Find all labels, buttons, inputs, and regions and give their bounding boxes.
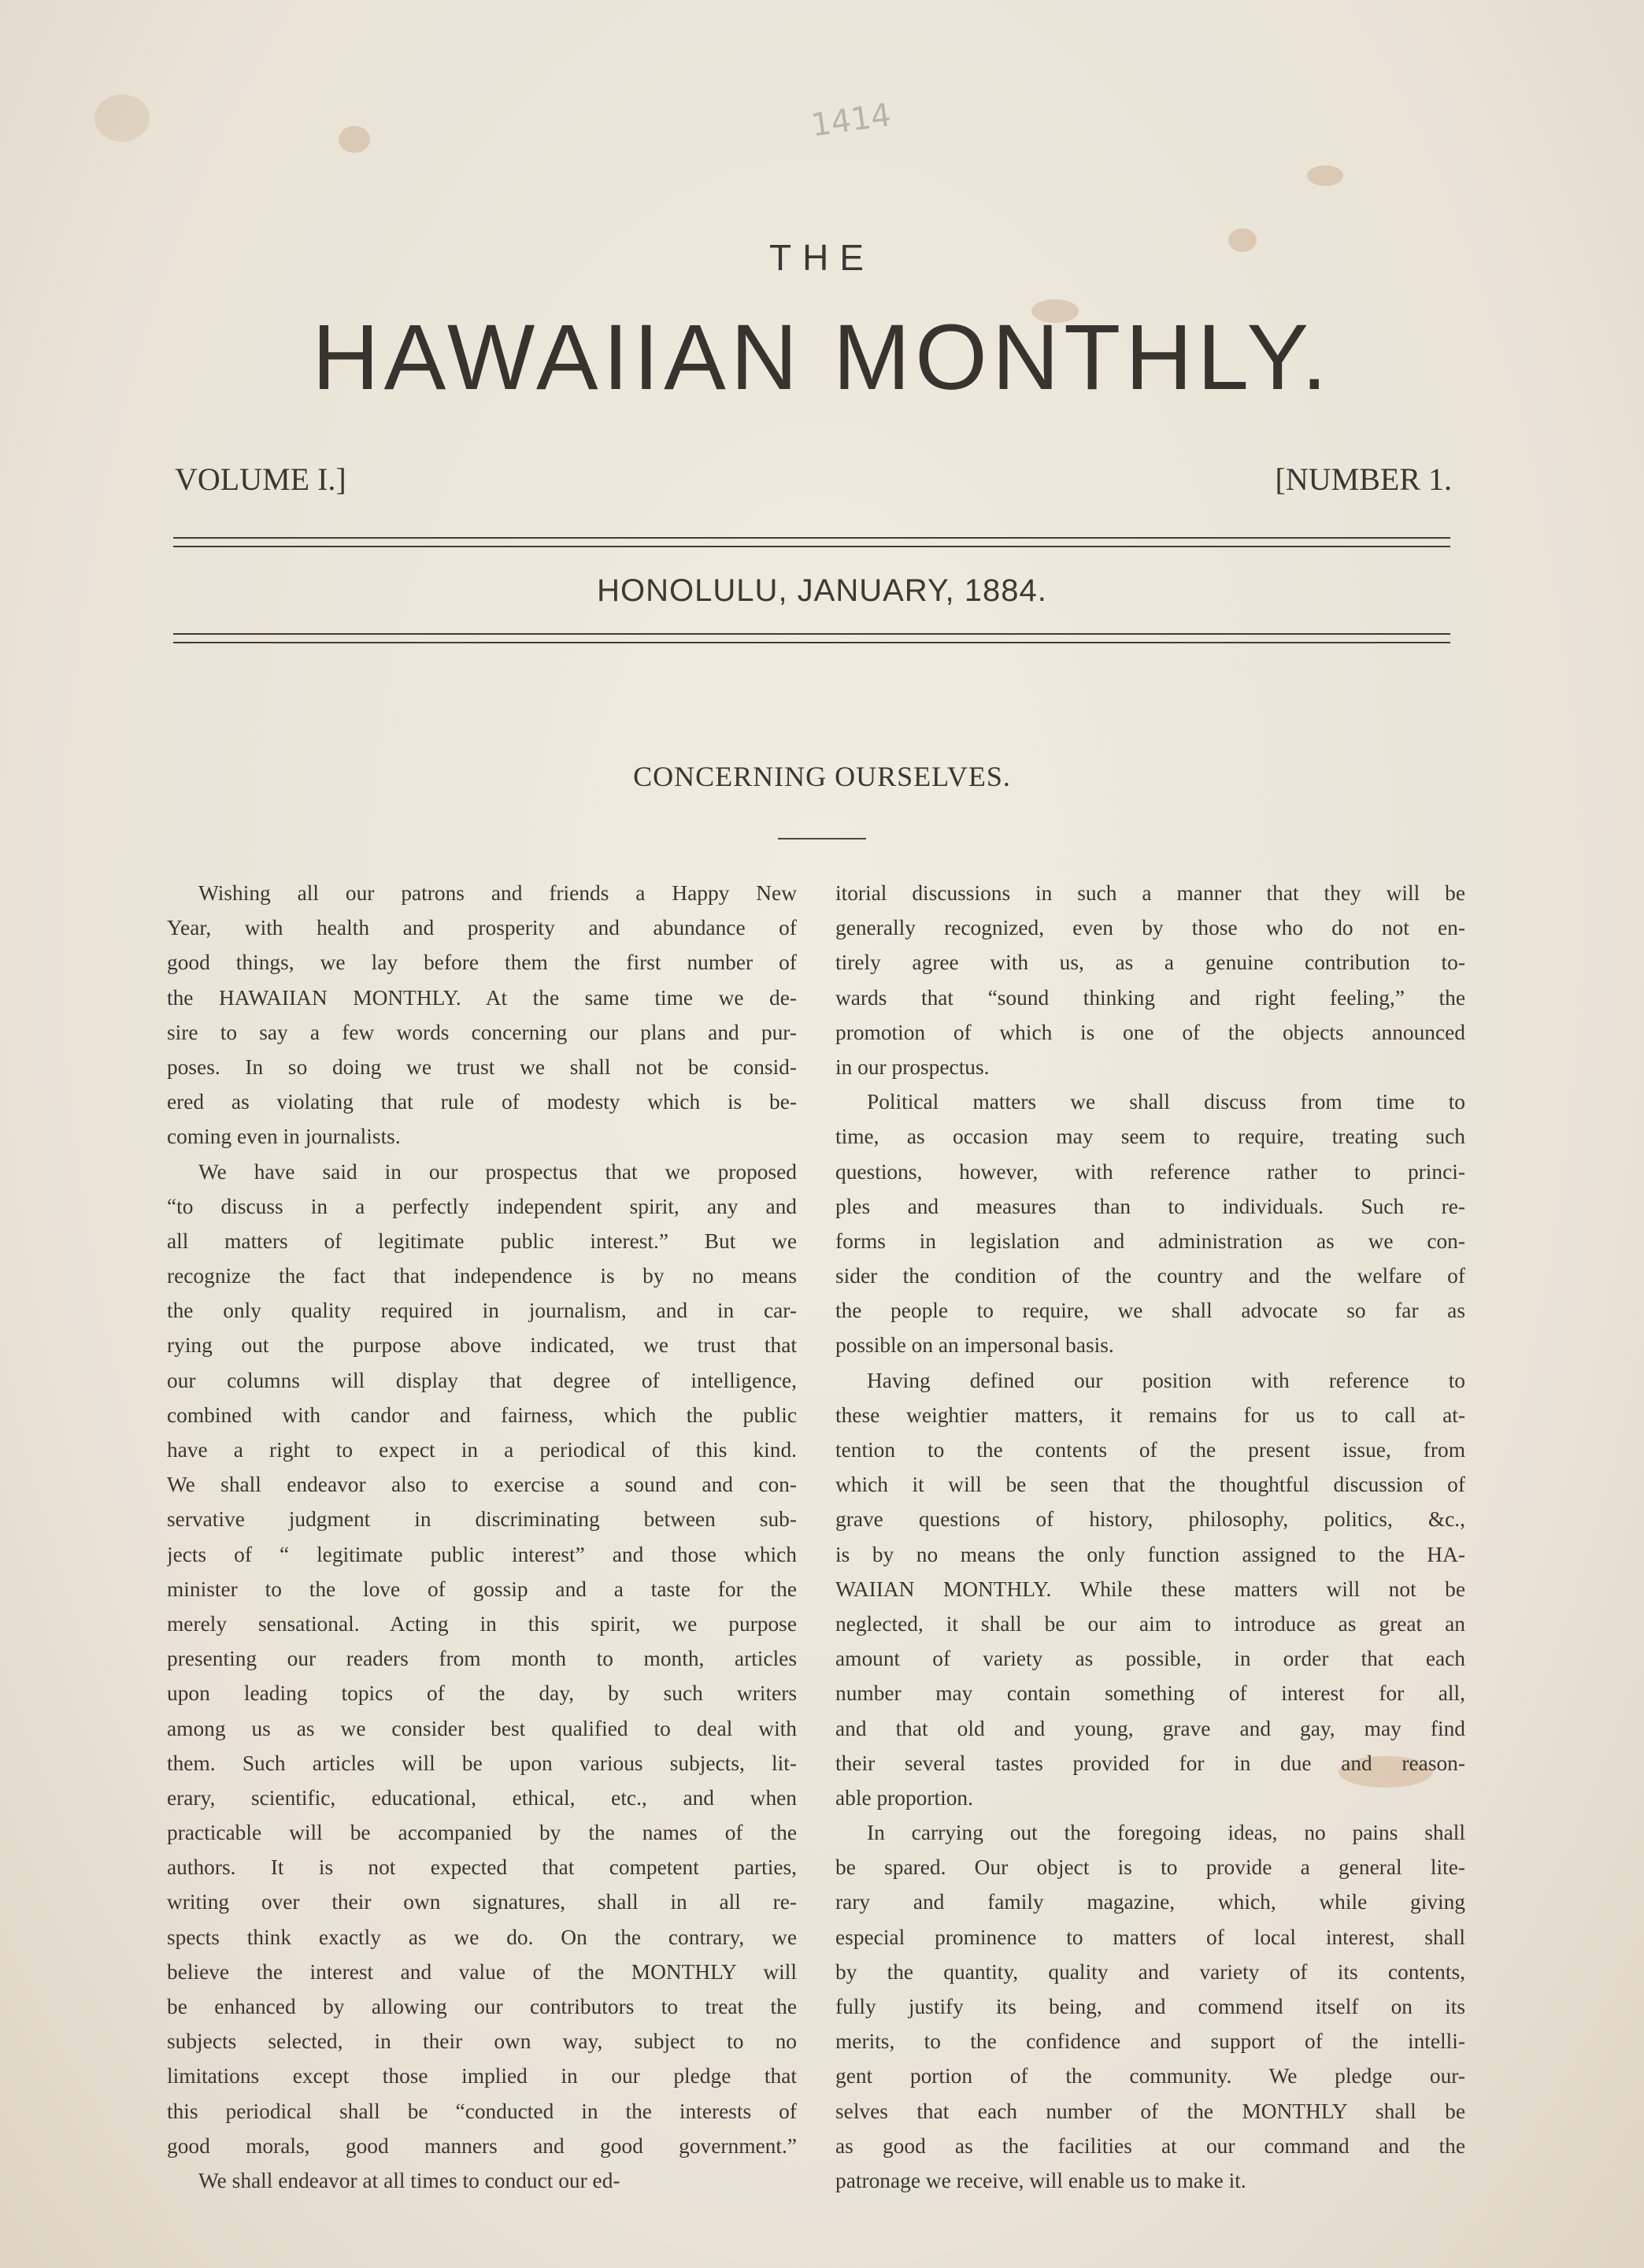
- article-text-line: believe the interest and value of the MONTHLY will: [167, 1959, 797, 1984]
- divider-rule: [173, 633, 1450, 635]
- article-text-line: spects think exactly as we do. On the contrary, we: [167, 1925, 797, 1949]
- article-column-right: [835, 876, 1465, 2198]
- article-text-line: have a right to expect in a periodical of this kind.: [167, 1438, 797, 1462]
- divider-rule: [173, 546, 1450, 547]
- article-text-line: We shall endeavor also to exercise a sound and con-: [167, 1473, 797, 1497]
- article-text-line: fully justify its being, and commend itself on its: [835, 1995, 1465, 2018]
- article-text-line: sire to say a few words concerning our plans and pur-: [167, 1020, 797, 1044]
- title-rule: [778, 838, 866, 839]
- article-text-line: especial prominence to matters of local interest, shall: [835, 1925, 1465, 1949]
- article-text-line: poses. In so doing we trust we shall not be consid-: [167, 1054, 797, 1079]
- article-text-line: merely sensational. Acting in this spirit, we purpose: [167, 1611, 797, 1636]
- article-text-line: Wishing all our patrons and friends a Happy New: [198, 881, 797, 905]
- handwritten-note: 1414: [809, 97, 894, 144]
- article-text-line: able proportion.: [835, 1785, 973, 1810]
- article-text-line: Having defined our position with reference to: [867, 1368, 1465, 1392]
- article-text-line: as good as the facilities at our command and the: [835, 2133, 1465, 2158]
- article-text-line: We have said in our prospectus that we proposed: [198, 1159, 797, 1184]
- article-text-line: good morals, good manners and good government.”: [167, 2133, 797, 2158]
- stain-mark: [94, 94, 150, 142]
- article-text-line: gent portion of the community. We pledge our-: [835, 2064, 1465, 2088]
- article-text-line: “to discuss in a perfectly independent spirit, any and: [167, 1194, 797, 1218]
- stain-mark: [339, 126, 370, 153]
- article-text-line: be enhanced by allowing our contributors to treat the: [167, 1995, 797, 2018]
- article-text-line: combined with candor and fairness, which the public: [167, 1403, 797, 1427]
- stain-mark: [1307, 165, 1343, 186]
- article-text-line: tirely agree with us, as a genuine contribution to-: [835, 951, 1465, 975]
- article-text-line: them. Such articles will be upon various subjects, lit-: [167, 1751, 797, 1775]
- article-text-line: time, as occasion may seem to require, treating such: [835, 1125, 1465, 1149]
- article-text-line: grave questions of history, philosophy, politics, &c.,: [835, 1507, 1465, 1532]
- article-text-line: is by no means the only function assigned to the HA-: [835, 1542, 1465, 1566]
- article-title: CONCERNING OURSELVES.: [633, 761, 1011, 792]
- article-text-line: practicable will be accompanied by the names of the: [167, 1821, 797, 1845]
- article-text-line: jects of “ legitimate public interest” and those which: [167, 1542, 797, 1566]
- article-text-line: sider the condition of the country and the welfare of: [835, 1264, 1465, 1288]
- article-text-line: subjects selected, in their own way, subject to no: [167, 2029, 797, 2054]
- article-text-line: this periodical shall be “conducted in the interests of: [167, 2099, 797, 2123]
- article-text-line: ples and measures than to individuals. Such re-: [835, 1194, 1465, 1218]
- masthead-title: HAWAIIAN MONTHLY.: [312, 306, 1332, 410]
- article-text-line: and that old and young, grave and gay, may find: [835, 1716, 1465, 1740]
- article-text-line: the only quality required in journalism, and in car-: [167, 1299, 797, 1323]
- article-text-line: limitations except those implied in our pledge that: [167, 2064, 797, 2088]
- article-text-line: generally recognized, even by those who do not en-: [835, 916, 1465, 940]
- article-text-line: recognize the fact that independence is by no means: [167, 1264, 797, 1288]
- article-text-line: We shall endeavor at all times to conduct our ed-: [198, 2168, 620, 2192]
- article-text-line: servative judgment in discriminating between sub-: [167, 1507, 797, 1532]
- article-text-line: patronage we receive, will enable us to make it.: [835, 2168, 1246, 2192]
- article-text-line: good things, we lay before them the first number of: [167, 951, 797, 975]
- article-column-left: [167, 876, 797, 2198]
- article-text-line: In carrying out the foregoing ideas, no pains shall: [867, 1821, 1465, 1845]
- article-text-line: presenting our readers from month to month, articles: [167, 1647, 797, 1671]
- masthead-article: THE: [769, 237, 875, 278]
- article-text-line: itorial discussions in such a manner that they will be: [835, 881, 1465, 905]
- article-text-line: rary and family magazine, which, while giving: [835, 1890, 1465, 1914]
- article-text-line: neglected, it shall be our aim to introduce as great an: [835, 1611, 1465, 1636]
- article-text-line: wards that “sound thinking and right feeling,” the: [835, 985, 1465, 1010]
- article-text-line: their several tastes provided for in due and reason-: [835, 1751, 1465, 1775]
- article-text-line: among us as we consider best qualified to deal with: [167, 1716, 797, 1740]
- article-text-line: possible on an impersonal basis.: [835, 1333, 1114, 1358]
- article-text-line: minister to the love of gossip and a taste for the: [167, 1577, 797, 1601]
- article-text-line: the people to require, we shall advocate so far as: [835, 1299, 1465, 1323]
- article-text-line: merits, to the confidence and support of the intelli-: [835, 2029, 1465, 2054]
- article-text-line: questions, however, with reference rather to princi-: [835, 1159, 1465, 1184]
- article-text-line: forms in legislation and administration as we con-: [835, 1228, 1465, 1253]
- article-text-line: tention to the contents of the present issue, from: [835, 1438, 1465, 1462]
- article-text-line: by the quantity, quality and variety of its contents,: [835, 1959, 1465, 1984]
- article-text-line: authors. It is not expected that competent parties,: [167, 1855, 797, 1880]
- article-text-line: in our prospectus.: [835, 1054, 990, 1079]
- divider-rule: [173, 642, 1450, 643]
- article-text-line: erary, scientific, educational, ethical, etc., and when: [167, 1785, 797, 1810]
- dateline: HONOLULU, JANUARY, 1884.: [597, 573, 1047, 608]
- divider-rule: [173, 537, 1450, 539]
- article-text-line: promotion of which is one of the objects announced: [835, 1020, 1465, 1044]
- article-text-line: WAIIAN MONTHLY. While these matters will not be: [835, 1577, 1465, 1601]
- article-text-line: the HAWAIIAN MONTHLY. At the same time we de-: [167, 985, 797, 1010]
- article-text-line: upon leading topics of the day, by such writers: [167, 1681, 797, 1706]
- article-text-line: coming even in journalists.: [167, 1125, 401, 1149]
- article-text-line: all matters of legitimate public interest.” But we: [167, 1228, 797, 1253]
- article-text-line: be spared. Our object is to provide a general lite-: [835, 1855, 1465, 1880]
- article-text-line: selves that each number of the MONTHLY shall be: [835, 2099, 1465, 2123]
- article-text-line: Year, with health and prosperity and abundance of: [167, 916, 797, 940]
- article-text-line: ered as violating that rule of modesty which is be-: [167, 1090, 797, 1114]
- article-text-line: writing over their own signatures, shall in all re-: [167, 1890, 797, 1914]
- article-text-line: amount of variety as possible, in order that each: [835, 1647, 1465, 1671]
- article-text-line: our columns will display that degree of intelligence,: [167, 1368, 797, 1392]
- article-text-line: which it will be seen that the thoughtful discussion of: [835, 1473, 1465, 1497]
- article-text-line: rying out the purpose above indicated, we trust that: [167, 1333, 797, 1358]
- number-label: [NUMBER 1.: [1275, 461, 1452, 497]
- volume-label: VOLUME I.]: [175, 461, 346, 497]
- article-text-line: these weightier matters, it remains for us to call at-: [835, 1403, 1465, 1427]
- article-text-line: number may contain something of interest for all,: [835, 1681, 1465, 1706]
- article-text-line: Political matters we shall discuss from time to: [867, 1090, 1465, 1114]
